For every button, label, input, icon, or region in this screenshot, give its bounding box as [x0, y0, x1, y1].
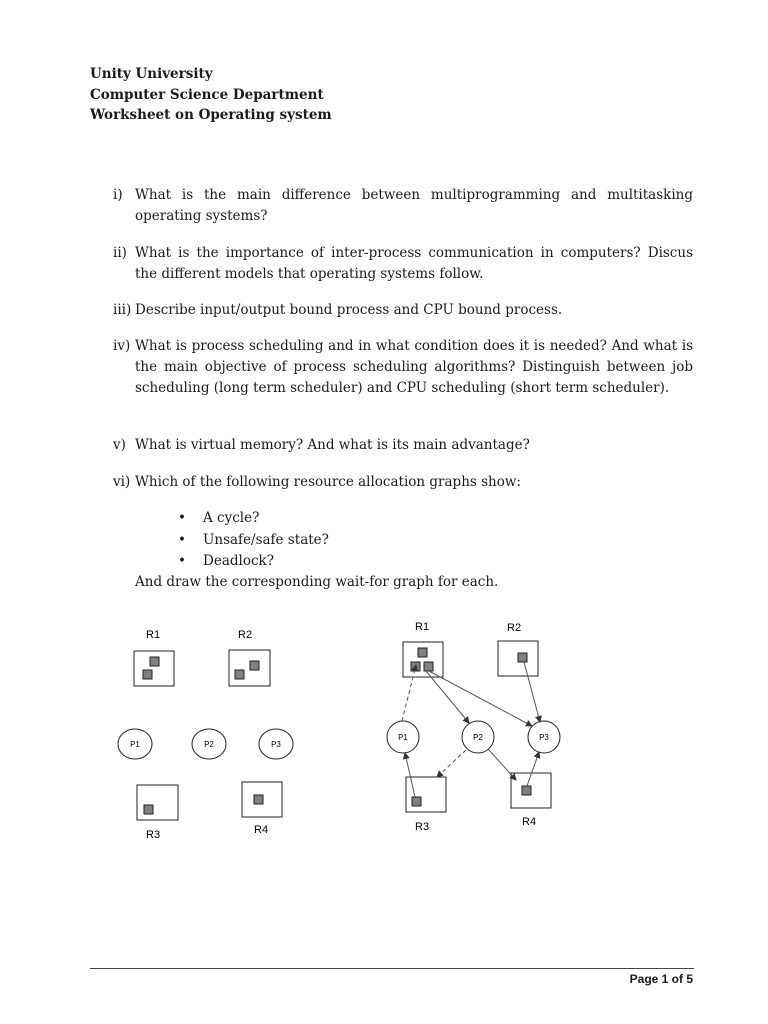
- request-edge-p2-r3: [437, 750, 466, 777]
- resource-instance: [250, 661, 259, 670]
- footer-rule: [90, 968, 694, 969]
- assignment-edge-r1-p2: [426, 671, 469, 723]
- bullet-item: • Unsafe/safe state?: [175, 530, 329, 552]
- resource-instance: [412, 797, 421, 806]
- process-label: P1: [398, 733, 408, 742]
- question-text: What is virtual memory? And what is its main advantage?: [135, 437, 530, 453]
- bullet-glyph: •: [178, 510, 186, 526]
- request-edge-p2-r4: [488, 749, 516, 780]
- university-name: Unity University: [90, 66, 213, 82]
- resource-box: [137, 785, 178, 820]
- process-label: P1: [130, 740, 140, 749]
- question-text: What is process scheduling and in what condition does it is needed? And what is the main objective of process scheduling algorithms? Distinguish between job scheduling (long term scheduler) and CPU scheduling (short term scheduler).: [135, 338, 693, 396]
- resource-label: R3: [415, 821, 430, 833]
- resource-label: R2: [238, 629, 253, 641]
- resource-instance: [418, 648, 427, 657]
- resource-instance: [143, 670, 152, 679]
- resource-label: R4: [254, 824, 269, 836]
- bullet-glyph: •: [178, 531, 186, 548]
- question-number: vi): [113, 474, 131, 490]
- instruction-text: And draw the corresponding wait-for graph for each.: [135, 574, 499, 590]
- assignment-edge-r1-p3: [429, 671, 532, 726]
- question-number: iii): [113, 302, 132, 318]
- process-label: P3: [539, 733, 549, 742]
- resource-label: R2: [507, 622, 522, 634]
- question-text: What is the importance of inter-process communication in computers? Discus the different models that operating systems follow.: [135, 245, 693, 282]
- department-name: Computer Science Department: [90, 86, 324, 103]
- question-number: iv): [113, 338, 131, 354]
- resource-box: [134, 651, 174, 686]
- process-label: P2: [204, 740, 214, 749]
- question-text: What is the main difference between multiprogramming and multitasking operating systems?: [135, 187, 693, 224]
- worksheet-title: Worksheet on Operating system: [90, 107, 332, 123]
- resource-label: R4: [522, 816, 537, 828]
- resource-instance: [522, 786, 531, 795]
- graph-left: [118, 629, 293, 841]
- resource-instance: [235, 670, 244, 679]
- resource-label: R3: [146, 829, 161, 841]
- resource-instance: [150, 657, 159, 666]
- question-number: ii): [113, 245, 127, 261]
- question-number: i): [113, 187, 123, 203]
- resource-instance: [518, 653, 527, 662]
- question-text: Describe input/output bound process and CPU bound process.: [135, 302, 563, 318]
- resource-instance: [254, 795, 263, 804]
- question-text: Which of the following resource allocation graphs show:: [135, 474, 521, 490]
- resource-box: [403, 642, 443, 677]
- process-label: P2: [473, 733, 483, 742]
- resource-instance: [144, 805, 153, 814]
- resource-label: R1: [415, 621, 430, 633]
- process-label: P3: [271, 740, 281, 749]
- bullet-item: • A cycle?: [175, 508, 329, 530]
- resource-instance: [424, 662, 433, 671]
- question-number: v): [113, 437, 126, 453]
- bullet-glyph: •: [178, 553, 186, 569]
- graph-right: [387, 621, 560, 833]
- bullet-item: • Deadlock?: [175, 551, 329, 573]
- page-number: Page 1 of 5: [629, 972, 693, 986]
- resource-label: R1: [146, 629, 161, 641]
